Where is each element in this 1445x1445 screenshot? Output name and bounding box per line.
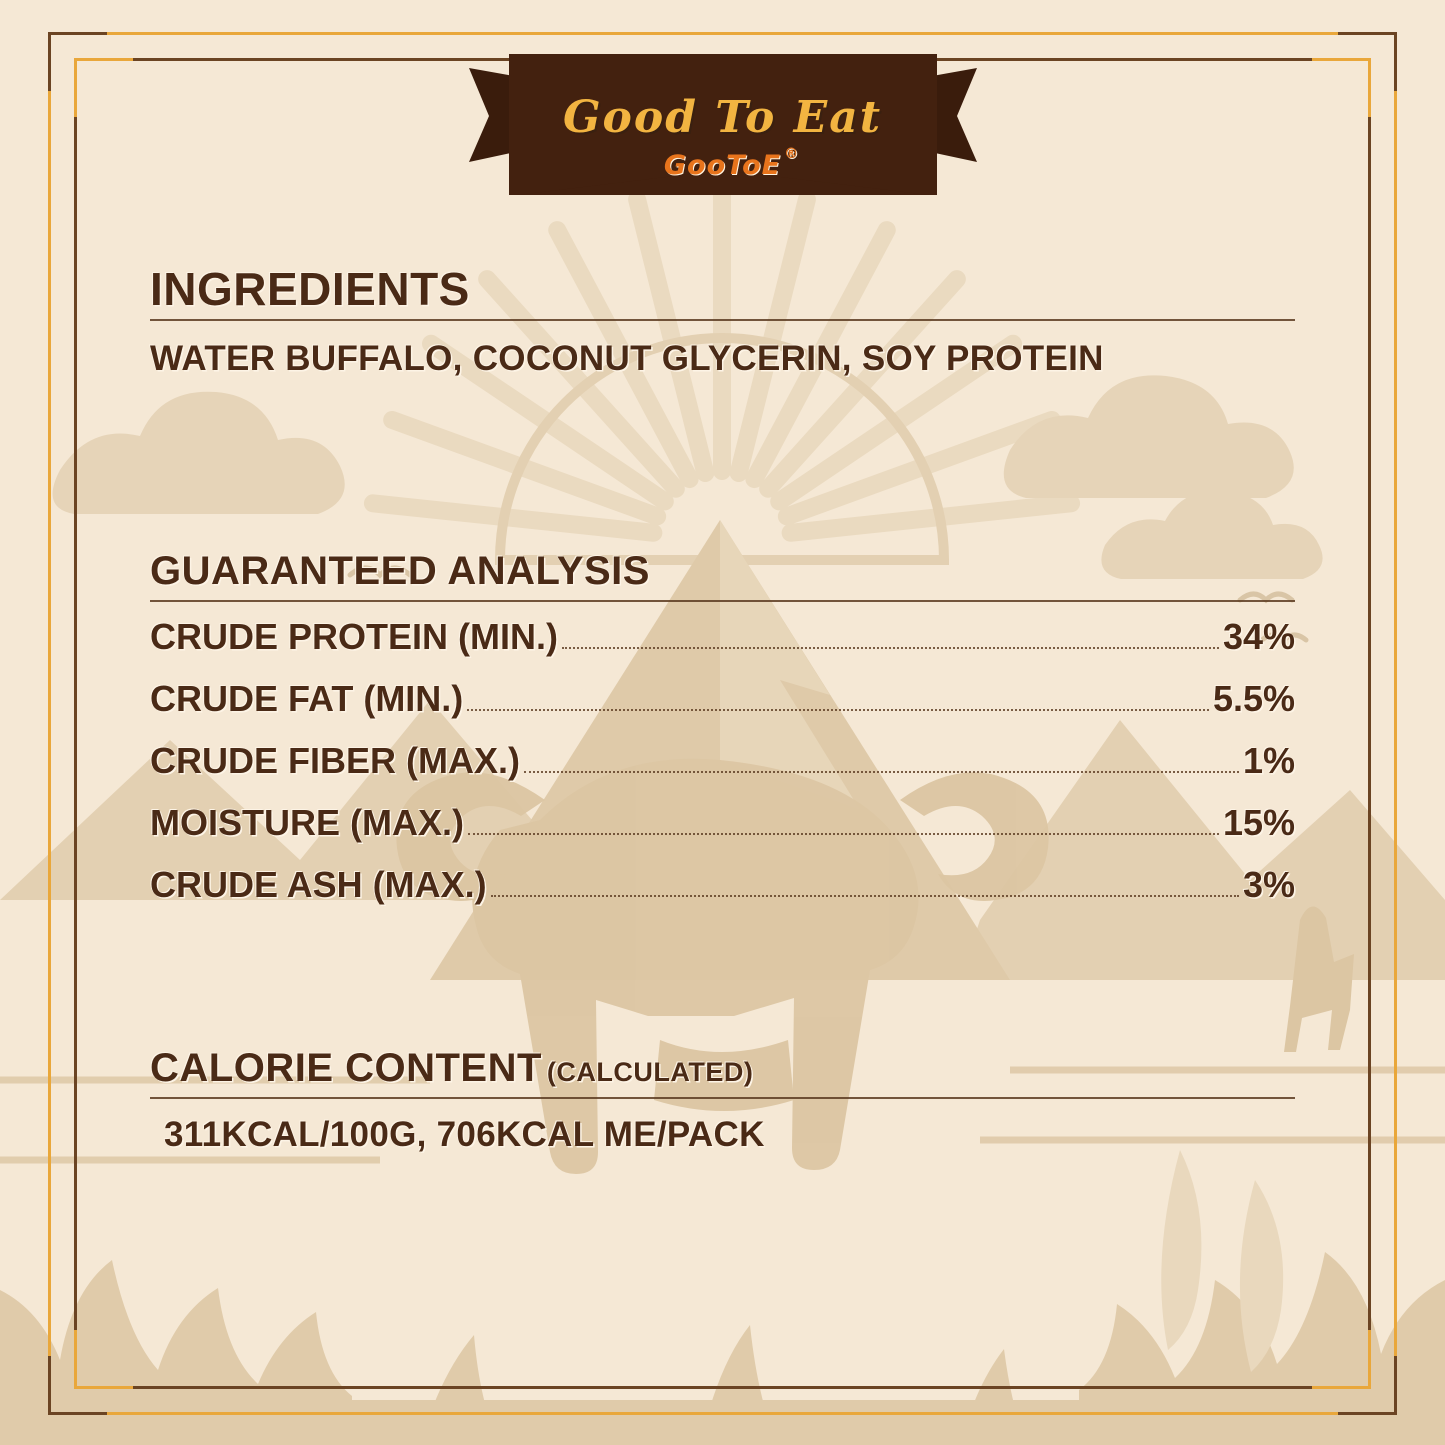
ingredients-title: INGREDIENTS	[150, 263, 470, 315]
analysis-label: CRUDE FAT (MIN.)	[150, 678, 464, 720]
brand-name: Good To Eat	[562, 92, 883, 143]
ingredients-divider	[150, 319, 1295, 321]
brand-banner	[463, 40, 983, 195]
analysis-row	[150, 616, 1295, 658]
inner-corner-top-right	[1312, 58, 1371, 117]
analysis-divider	[150, 600, 1295, 602]
analysis-value: 15%	[1222, 802, 1295, 844]
brand-sub-logo	[663, 146, 800, 181]
leader-dots	[562, 647, 1219, 649]
leader-dots	[467, 709, 1209, 711]
label-content	[150, 265, 1295, 1155]
inner-corner-bottom-right	[1312, 1330, 1371, 1389]
analysis-value: 34%	[1222, 616, 1295, 658]
registered-mark: ®	[784, 146, 800, 162]
analysis-label: CRUDE PROTEIN (MIN.)	[150, 616, 558, 658]
analysis-row	[150, 678, 1295, 720]
calorie-title: CALORIE CONTENT	[150, 1046, 542, 1091]
calorie-body: 311KCAL/100G, 706KCAL ME/PACK	[164, 1115, 765, 1155]
analysis-row	[150, 864, 1295, 906]
analysis-label: CRUDE ASH (MAX.)	[150, 864, 487, 906]
ingredients-section	[150, 265, 1295, 379]
spacer-ingredients-analysis	[150, 379, 1295, 549]
ingredients-body: WATER BUFFALO, COCONUT GLYCERIN, SOY PROTEIN	[150, 339, 1104, 379]
leader-dots	[491, 895, 1239, 897]
analysis-label: MOISTURE (MAX.)	[150, 802, 464, 844]
calorie-divider	[150, 1097, 1295, 1099]
analysis-row	[150, 802, 1295, 844]
spacer-analysis-calorie	[150, 926, 1295, 1046]
analysis-value: 5.5%	[1212, 678, 1295, 720]
leader-dots	[468, 833, 1219, 835]
analysis-label: CRUDE FIBER (MAX.)	[150, 740, 520, 782]
analysis-value: 3%	[1242, 864, 1295, 906]
calorie-content-section	[150, 1046, 1295, 1155]
analysis-value: 1%	[1242, 740, 1295, 782]
calorie-subtitle: (CALCULATED)	[546, 1057, 754, 1088]
calorie-title-row	[150, 1046, 1295, 1091]
inner-corner-top-left	[74, 58, 133, 117]
analysis-row	[150, 740, 1295, 782]
leader-dots	[524, 771, 1239, 773]
analysis-title: GUARANTEED ANALYSIS	[150, 549, 650, 594]
guaranteed-analysis-section	[150, 549, 1295, 906]
inner-corner-bottom-left	[74, 1330, 133, 1389]
brand-sub-text: GooToE	[663, 150, 782, 181]
